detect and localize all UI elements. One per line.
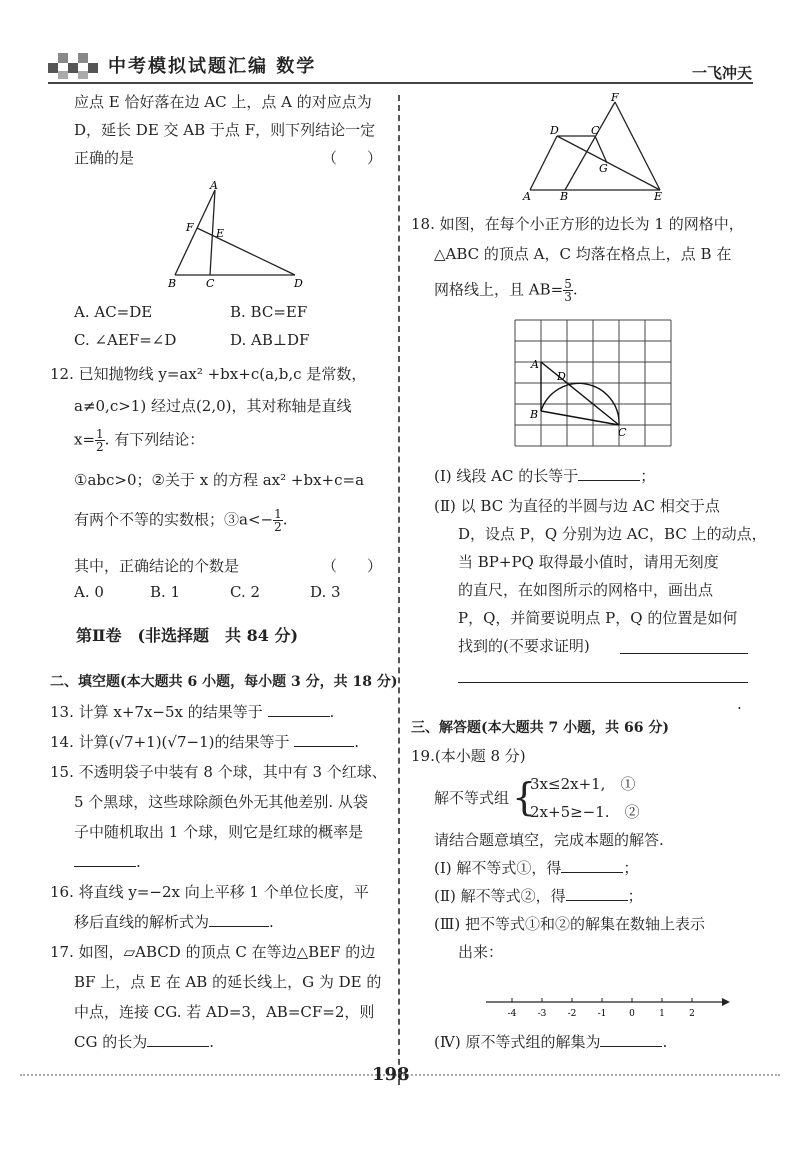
column-divider: [398, 95, 400, 1085]
q19-ineq1: 3x≤2x+1, ①: [530, 775, 636, 793]
frac-5-3: $\frac{5}{3}$: [564, 277, 572, 304]
q11-figure: [160, 175, 320, 295]
fig18-label-A: A: [531, 358, 539, 371]
q12-line5: 有两个不等的实数根；③a<− $\frac{1}{2}$ .: [74, 507, 288, 534]
fig17-label-G: G: [599, 162, 608, 175]
q17-line1: 17. 如图，▱ABCD 的顶点 C 在等边△BEF 的边: [50, 943, 376, 961]
frac-half-2: $\frac{1}{2}$: [274, 507, 282, 534]
q11-answer-paren: （ ）: [322, 149, 383, 167]
q18-part2-line6: 找到的(不要求证明): [458, 637, 590, 655]
fig18-label-C: C: [618, 426, 627, 439]
q19-step1: (Ⅰ) 解不等式①，得 ；: [434, 859, 639, 877]
fig11-label-A: A: [210, 179, 218, 192]
q12-option-a: A. 0: [74, 583, 104, 601]
q18-part2-line2: D，设点 P，Q 分别为边 AC，BC 上的动点，: [458, 525, 767, 543]
fig17-label-D: D: [550, 124, 559, 137]
q17-line4: CG 的长为 .: [74, 1033, 215, 1051]
fig18-label-D: D: [557, 370, 566, 383]
q12-option-d: D. 3: [310, 583, 341, 601]
q17-figure: [515, 90, 675, 202]
q19-instruction: 请结合题意填空，完成本题的解答.: [434, 831, 664, 849]
q15-line3: 子中随机取出 1 个球，则它是红球的概率是: [74, 823, 364, 841]
fig11-label-D: D: [294, 277, 303, 290]
q12-line1: 12. 已知抛物线 y=ax² +bx+c(a,b,c 是常数，: [50, 365, 367, 383]
q19-step4: (Ⅳ) 原不等式组的解集为 .: [434, 1033, 668, 1051]
q17-line3: 中点，连接 CG. 若 AD=3，AB=CF=2，则: [74, 1003, 375, 1021]
q19-ineq2: 2x+5≥−1. ②: [530, 803, 640, 821]
q12-line6: 其中，正确结论的个数是: [74, 557, 240, 575]
fig11-label-B: B: [168, 277, 177, 290]
fig17-label-C: C: [591, 124, 600, 137]
axis-tick-label: -2: [567, 1009, 577, 1019]
q19-step3: (Ⅲ) 把不等式①和②的解集在数轴上表示: [434, 915, 705, 933]
q18-part2-line1: (Ⅱ) 以 BC 为直径的半圆与边 AC 相交于点: [434, 497, 720, 515]
page-number: 198: [372, 1064, 410, 1085]
axis-tick-label: -4: [507, 1009, 517, 1019]
q12-line2: a≠0,c>1) 经过点(2,0)，其对称轴是直线: [74, 397, 352, 415]
q11-option-c: C. ∠AEF=∠D: [74, 331, 177, 349]
q12-line4: ①abc>0；②关于 x 的方程 ax² +bx+c=a: [74, 471, 365, 489]
fig17-label-A: A: [523, 190, 531, 202]
fig11-label-C: C: [206, 277, 215, 290]
q19-brace: {: [512, 775, 537, 819]
q12-line3: x= $\frac{1}{2}$ . 有下列结论：: [74, 427, 205, 454]
q19-step3-cont: 出来：: [458, 943, 504, 961]
q18-line1: 18. 如图，在每个小正方形的边长为 1 的网格中，: [411, 215, 744, 233]
q11-option-b: B. BC=EF: [230, 303, 308, 321]
q16-line1: 16. 将直线 y=−2x 向上平移 1 个单位长度，平: [50, 883, 369, 901]
q15-line2: 5 个黑球，这些球除颜色外无其他差别. 从袋: [74, 793, 368, 811]
q15-answer: .: [74, 852, 141, 872]
header-rule: [48, 82, 753, 84]
fig18-label-B: B: [530, 408, 539, 421]
q18-period: .: [737, 695, 742, 713]
q18-part1: (Ⅰ) 线段 AC 的长等于 ；: [434, 467, 656, 485]
q18-part2-line4: 的直尺，在如图所示的网格中，画出点: [458, 581, 714, 599]
fig11-label-E: E: [216, 227, 225, 240]
q18-blank-1: [620, 653, 748, 654]
q11-line3: 正确的是: [74, 149, 135, 167]
q11-line2: D，延长 DE 交 AB 于点 F，则下列结论一定: [74, 121, 376, 139]
q12-option-b: B. 1: [150, 583, 181, 601]
page-header: [0, 0, 800, 90]
q19-lead: 解不等式组: [434, 789, 510, 807]
q18-blank-2: [458, 682, 748, 683]
q11-line1: 应点 E 恰好落在边 AC 上，点 A 的对应点为: [74, 93, 372, 111]
fig17-label-E: E: [654, 190, 663, 202]
number-line-arrow-icon: [722, 998, 730, 1006]
q12-option-c: C. 2: [230, 583, 261, 601]
q12-answer-paren: （ ）: [322, 557, 383, 575]
axis-tick-label: 1: [659, 1009, 665, 1019]
part2-title: 第Ⅱ卷 (非选择题 共 84 分): [76, 626, 299, 645]
q18-line2: △ABC 的顶点 A，C 均落在格点上，点 B 在: [434, 245, 732, 263]
q17-line2: BF 上，点 E 在 AB 的延长线上，G 为 DE 的: [74, 973, 382, 991]
axis-tick-label: -3: [537, 1009, 547, 1019]
q18-part2-line3: 当 BP+PQ 取得最小值时，请用无刻度: [458, 553, 719, 571]
frac-half-1: $\frac{1}{2}$: [96, 427, 104, 454]
q18-line3: 网格线上，且 AB= $\frac{5}{3}$ .: [434, 277, 578, 304]
q11-option-a: A. AC=DE: [74, 303, 153, 321]
q11-option-d: D. AB⊥DF: [230, 331, 310, 349]
section2-title: 二、填空题(本大题共 6 小题，每小题 3 分，共 18 分): [50, 674, 398, 690]
fig17-label-B: B: [560, 190, 569, 202]
q15-line1: 15. 不透明袋子中装有 8 个球，其中有 3 个红球、: [50, 763, 387, 781]
header-brand: 一飞冲天: [691, 64, 752, 82]
axis-tick-label: -1: [597, 1009, 607, 1019]
axis-tick-label: 0: [629, 1009, 635, 1019]
header-checker-icon: [48, 45, 108, 81]
axis-tick-label: 2: [689, 1009, 695, 1019]
fig11-label-F: F: [186, 221, 194, 234]
fig17-label-F: F: [611, 91, 619, 104]
q13: 13. 计算 x+7x−5x 的结果等于 .: [50, 703, 335, 721]
q18-part2-line5: P，Q，并简要说明点 P，Q 的位置是如何: [458, 609, 738, 627]
q14: 14. 计算(√7+1)(√7−1)的结果等于 .: [50, 733, 360, 751]
q16-line2: 移后直线的解析式为 .: [74, 913, 274, 931]
header-title: 中考模拟试题汇编 数学: [108, 56, 317, 77]
q19-step2: (Ⅱ) 解不等式②，得 ；: [434, 887, 643, 905]
section3-title: 三、解答题(本大题共 7 小题，共 66 分): [411, 720, 669, 736]
number-line: [482, 994, 732, 1020]
q18-grid-figure: [505, 314, 681, 454]
q19-header: 19.(本小题 8 分): [411, 747, 526, 765]
